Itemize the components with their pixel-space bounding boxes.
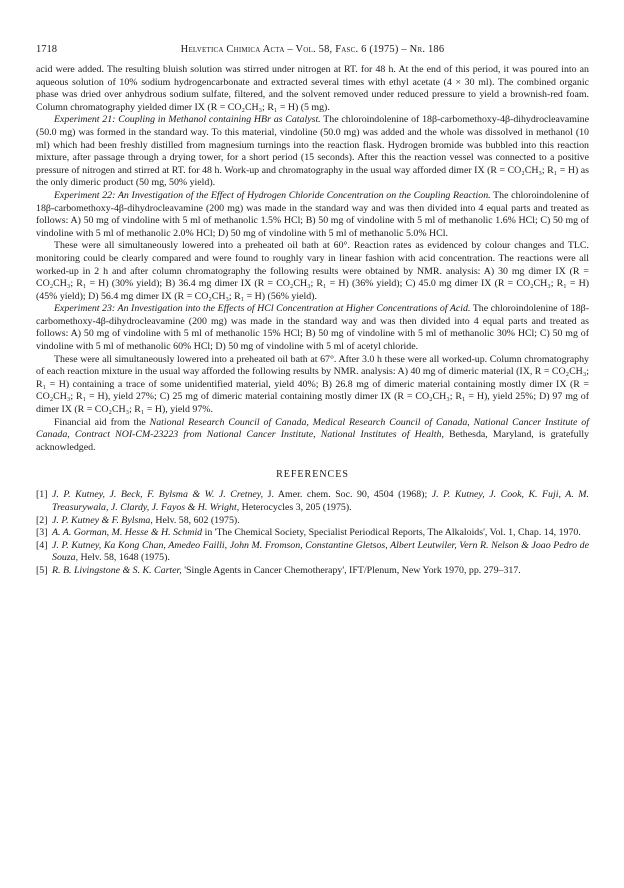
reference-item	[36, 527, 589, 540]
reference-authors: J. P. Kutney, J. Cook, K. Fuji, A. M. Treasurywala, J. Clardy, J. Fayos & H. Wright,	[52, 489, 589, 513]
experiment-heading: Experiment 22: An Investigation of the Effect of Hydrogen Chloride Concentration on the Coupling Reaction.	[54, 189, 491, 201]
reference-item	[36, 565, 589, 578]
paragraph-experiment-21	[36, 114, 589, 190]
paragraph-text: The chloroindolenine of 18β-carbomethoxy-4β-dihydrocleavamine (200 mg) was made in the standard way and was then divided into 4 equal parts and treated as follows: A) 50 mg of vindoline with 5 ml of methanolic 1.5% HCl; B) 50 mg of vindoline with 5 ml of methanolic 1.6% HCl; C) 50 mg of vindoline with 5 ml of methanolic 2.0% HCl; D) 50 mg of vindoline with 5 ml of methanolic 5.0% HCl.	[36, 189, 590, 239]
reference-source: Heterocycles 3, 205 (1975).	[239, 502, 352, 513]
paragraph	[36, 354, 589, 417]
reference-source: Helv. 58, 1648 (1975).	[78, 552, 170, 564]
references-title: REFERENCES	[276, 469, 349, 481]
reference-authors: J. P. Kutney, Ka Kong Chan, Amedeo Failli, John M. Fromson, Constantine Gletsos, Albert Leutwiler, Vern R. Nelson & Joao Pedro de Souza,	[52, 539, 589, 564]
acknowledgement	[36, 417, 589, 455]
reference-source: in 'The Chemical Society, Specialist Periodical Reports, The Alkaloids', Vol. 1, Chap. 14, 1970.	[202, 527, 581, 539]
paragraph-experiment-23	[36, 303, 589, 353]
reference-item	[36, 540, 589, 565]
page-number: 1718	[36, 44, 57, 55]
reference-list	[36, 489, 589, 577]
reference-authors: J. P. Kutney & F. Bylsma,	[52, 514, 153, 526]
reference-item	[36, 515, 589, 528]
paragraph-text: acid were added. The resulting bluish solution was stirred under nitrogen at RT. for 48 h. At the end of this period, it was poured into an aqueous solution of 10% sodium hydrogencarbonate and extracted several times with ethyl acetate (4 × 30 ml). The combined organic phase was dried over anhydrous sodium sulfate, filtered, and the solvent removed under reduced pressure to yield a brownish-red foam. Column chromatography yielded dimer IX (R = CO₂CH₃; R₁ = H) (5 mg).	[36, 64, 589, 113]
paragraph	[36, 240, 589, 303]
reference-authors: A. A. Gorman, M. Hesse & H. Schmid	[52, 527, 203, 539]
experiment-heading: Experiment 23: An Investigation into the Effects of HCl Concentration at Higher Concentrations of Acid.	[54, 303, 471, 315]
reference-text	[52, 527, 589, 540]
reference-number: [3]	[36, 527, 48, 539]
reference-number: [2]	[36, 514, 48, 526]
reference-text	[52, 515, 589, 528]
paragraph	[36, 64, 589, 114]
paragraph-experiment-22	[36, 190, 589, 240]
running-header	[36, 44, 589, 60]
paragraph-text: These were all simultaneously lowered into a preheated oil bath at 60°. Reaction rates as evidenced by colour changes and TLC. monitoring could be clearly compared and were found to roughly vary in linear fashion with acid concentration. The reactions were all worked-up in 2 h and after column chromatography the following results were obtained by NMR. analysis: A) 30 mg dimer IX (R = CO₂CH₃; R₁ = H) (30% yield); B) 36.4 mg dimer IX (R = CO₂CH₃; R₁ = H) (36% yield); C) 45.0 mg dimer IX (R = CO₂CH₃; R₁ = H) (45% yield); D) 56.4 mg dimer IX (R = CO₂CH₃; R₁ = H) (56% yield).	[36, 240, 589, 302]
reference-number: [1]	[36, 489, 48, 501]
ack-funders: National Research Council of Canada, Medical Research Council of Canada, National Cancer Institute of Canada, Contract NOI-CM-23223 from National Cancer Institute, National Institutes of Health,	[36, 416, 589, 441]
reference-source: Helv. 58, 602 (1975).	[152, 514, 240, 526]
reference-authors: R. B. Livingstone & S. K. Carter,	[52, 564, 182, 576]
reference-number: [4]	[36, 539, 48, 551]
experiment-heading: Experiment 21: Coupling in Methanol containing HBr as Catalyst.	[54, 114, 321, 126]
reference-text	[52, 540, 589, 565]
paragraph-text: The chloroindolenine of 18β-carbomethoxy-4β-dihydrocleavamine (200 mg) was made in the standard way and was then divided into 4 equal parts and treated as follows: A) 50 mg of vindoline with 5 ml of methanolic 15% HCl; B) 50 mg of vindoline with 5 ml of methanolic 30% HCl; C) 50 mg of vindoline with 5 ml of methanolic 60% HCl; D) 50 mg of vindoline with 5 ml of acetyl chloride.	[36, 303, 589, 353]
reference-text	[52, 565, 589, 578]
journal-title: Helvetica Chimica Acta – Vol. 58, Fasc. 6 (1975) – Nr. 186	[180, 44, 445, 55]
reference-number: [5]	[36, 564, 48, 576]
ack-prefix: Financial aid from the	[54, 416, 150, 428]
reference-authors: J. P. Kutney, J. Beck, F. Bylsma & W. J. Cretney,	[52, 489, 264, 501]
reference-text	[52, 489, 589, 514]
reference-source: J. Amer. chem. Soc. 90, 4504 (1968);	[263, 489, 432, 501]
reference-source: 'Single Agents in Cancer Chemotherapy', IFT/Plenum, New York 1970, pp. 279–317.	[181, 564, 521, 576]
paragraph-text: The chloroindolenine of 18β-carbomethoxy-4β-dihydrocleavamine (50.0 mg) was formed in the standard way. To this material, vindoline (50.0 mg) was added and the whole was dissolved in methanol (10 ml) which had been freshly distilled from magnesium turnings into the reaction flask. Hydrogen bromide was bubbled into this reaction mixture, after passage through a drying tower, for a short period (15 seconds). After this the reaction vessel was connected to a positive pressure of nitrogen and stirred at RT. for 48 h. Work-up and chromatography in the usual way afforded dimer IX (R = CO₂CH₃; R₁ = H) as the only dimeric product (50 mg, 50% yield).	[36, 114, 589, 189]
journal-page	[36, 44, 589, 578]
paragraph-text: These were all simultaneously lowered into a preheated oil bath at 67°. After 3.0 h these were all worked-up. Column chromatography of each reaction mixture in the usual way afforded the following results by NMR. analysis: A) 40 mg of dimeric material (IX, R = CO₂CH₃; R₁ = H) containing a trace of some unidentified material, yield 40%; B) 26.8 mg of dimeric material containing mostly dimer IX (R = CO₂CH₃; R₁ = H), yield 27%; C) 25 mg of dimeric material containing mostly dimer IX (R = CO₂CH₃; R₁ = H), yield 25%; D) 97 mg of dimer IX (R = CO₂CH₃; R₁ = H), yield 97%.	[36, 353, 589, 416]
body-text	[36, 64, 589, 454]
ack-suffix: Bethesda, Maryland, is gratefully acknowledged.	[36, 429, 590, 453]
reference-item	[36, 489, 589, 514]
